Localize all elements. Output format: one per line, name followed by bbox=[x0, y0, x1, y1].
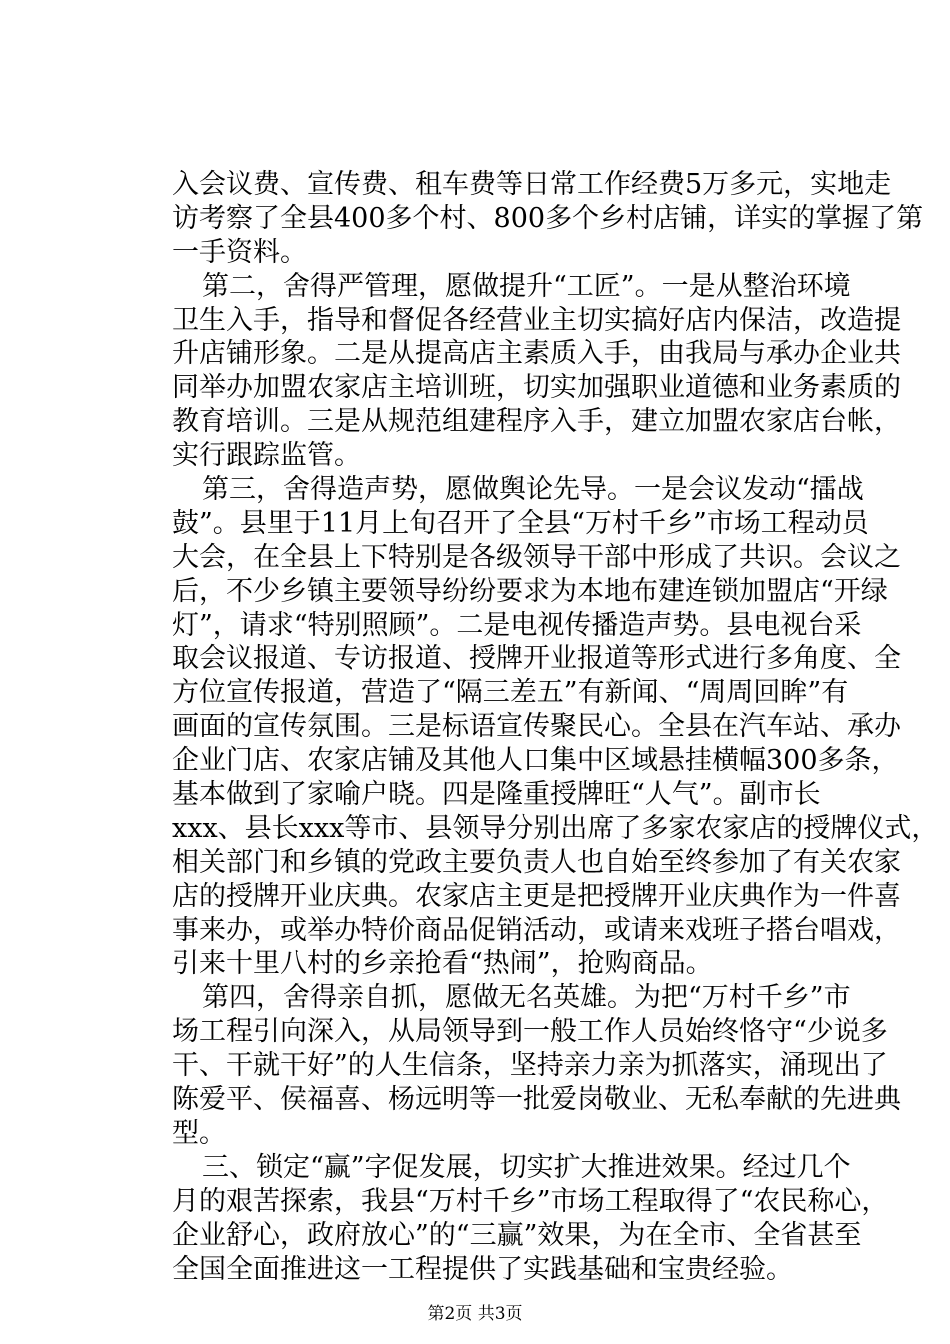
text-line: 访考察了全县400多个村、800多个乡村店铺，详实的掌握了第 bbox=[172, 202, 924, 234]
text-line: 实行跟踪监管。 bbox=[172, 440, 361, 472]
document-body bbox=[172, 168, 939, 1286]
text-line: 大会，在全县上下特别是各级领导干部中形成了共识。会议之 bbox=[172, 541, 901, 573]
paragraph-section-three bbox=[172, 1151, 889, 1287]
text-line: 鼓”。县里于11月上旬召开了全县“万村千乡”市场工程动员 bbox=[172, 507, 869, 539]
text-line: 三、锁定“赢”字促发展，切实扩大推进效果。经过几个 bbox=[202, 1151, 851, 1183]
text-line: xxx、县长xxx等市、县领导分别出席了多家农家店的授牌仪式， bbox=[172, 812, 939, 844]
paragraph-second bbox=[172, 270, 901, 473]
text-line: 同举办加盟农家店主培训班，切实加强职业道德和业务素质的 bbox=[172, 372, 901, 404]
text-line: 卫生入手，指导和督促各经营业主切实搞好店内保洁，改造提 bbox=[172, 304, 901, 336]
text-line: 灯”，请求“特别照顾”。二是电视传播造声势。县电视台采 bbox=[172, 609, 862, 641]
text-line: 取会议报道、专访报道、授牌开业报道等形式进行多角度、全 bbox=[172, 643, 901, 675]
text-line: 引来十里八村的乡亲抢看“热闹”，抢购商品。 bbox=[172, 948, 713, 980]
text-line: 相关部门和乡镇的党政主要负责人也自始至终参加了有关农家 bbox=[172, 846, 901, 878]
text-line: 教育培训。三是从规范组建程序入手，建立加盟农家店台帐， bbox=[172, 406, 901, 438]
text-line: 型。 bbox=[172, 1117, 226, 1149]
text-line: 升店铺形象。二是从提高店主素质入手，由我局与承办企业共 bbox=[172, 338, 901, 370]
text-line: 第四，舍得亲自抓，愿做无名英雄。为把“万村千乡”市 bbox=[202, 982, 851, 1014]
paragraph-third bbox=[172, 473, 939, 981]
text-line: 基本做到了家喻户晓。四是隆重授牌旺“人气”。副市长 bbox=[172, 779, 821, 811]
text-line: 月的艰苦探索，我县“万村千乡”市场工程取得了“农民称心， bbox=[172, 1185, 889, 1217]
text-line: 第三，舍得造声势，愿做舆论先导。一是会议发动“擂战 bbox=[202, 474, 864, 506]
text-line: 画面的宣传氛围。三是标语宣传聚民心。全县在汽车站、承办 bbox=[172, 711, 901, 743]
text-line: 干、干就干好”的人生信条，坚持亲力亲为抓落实，涌现出了 bbox=[172, 1050, 888, 1082]
page-number-footer: 第2页 共3页 bbox=[427, 1304, 523, 1324]
text-line: 事来办，或举办特价商品促销活动，或请来戏班子搭台唱戏， bbox=[172, 914, 901, 946]
text-line: 方位宣传报道，营造了“隔三差五”有新闻、“周周回眸”有 bbox=[172, 677, 849, 709]
text-line: 企业门店、农家店铺及其他人口集中区域悬挂横幅300多条， bbox=[172, 745, 899, 777]
text-line: 店的授牌开业庆典。农家店主更是把授牌开业庆典作为一件喜 bbox=[172, 880, 901, 912]
paragraph-continuation bbox=[172, 168, 924, 270]
text-line: 全国全面推进这一工程提供了实践基础和宝贵经验。 bbox=[172, 1253, 793, 1285]
text-line: 后，不少乡镇主要领导纷纷要求为本地布建连锁加盟店“开绿 bbox=[172, 575, 888, 607]
text-line: 入会议费、宣传费、租车费等日常工作经费5万多元，实地走 bbox=[172, 169, 892, 200]
text-line: 第二，舍得严管理，愿做提升“工匠”。一是从整治环境 bbox=[202, 270, 851, 302]
text-line: 场工程引向深入，从局领导到一般工作人员始终恪守“少说多 bbox=[172, 1016, 888, 1048]
text-line: 一手资料。 bbox=[172, 236, 307, 268]
text-line: 企业舒心，政府放心”的“三赢”效果，为在全市、全省甚至 bbox=[172, 1219, 862, 1251]
text-line: 陈爱平、侯福喜、杨远明等一批爱岗敬业、无私奉献的先进典 bbox=[172, 1084, 901, 1116]
paragraph-fourth bbox=[172, 981, 901, 1150]
